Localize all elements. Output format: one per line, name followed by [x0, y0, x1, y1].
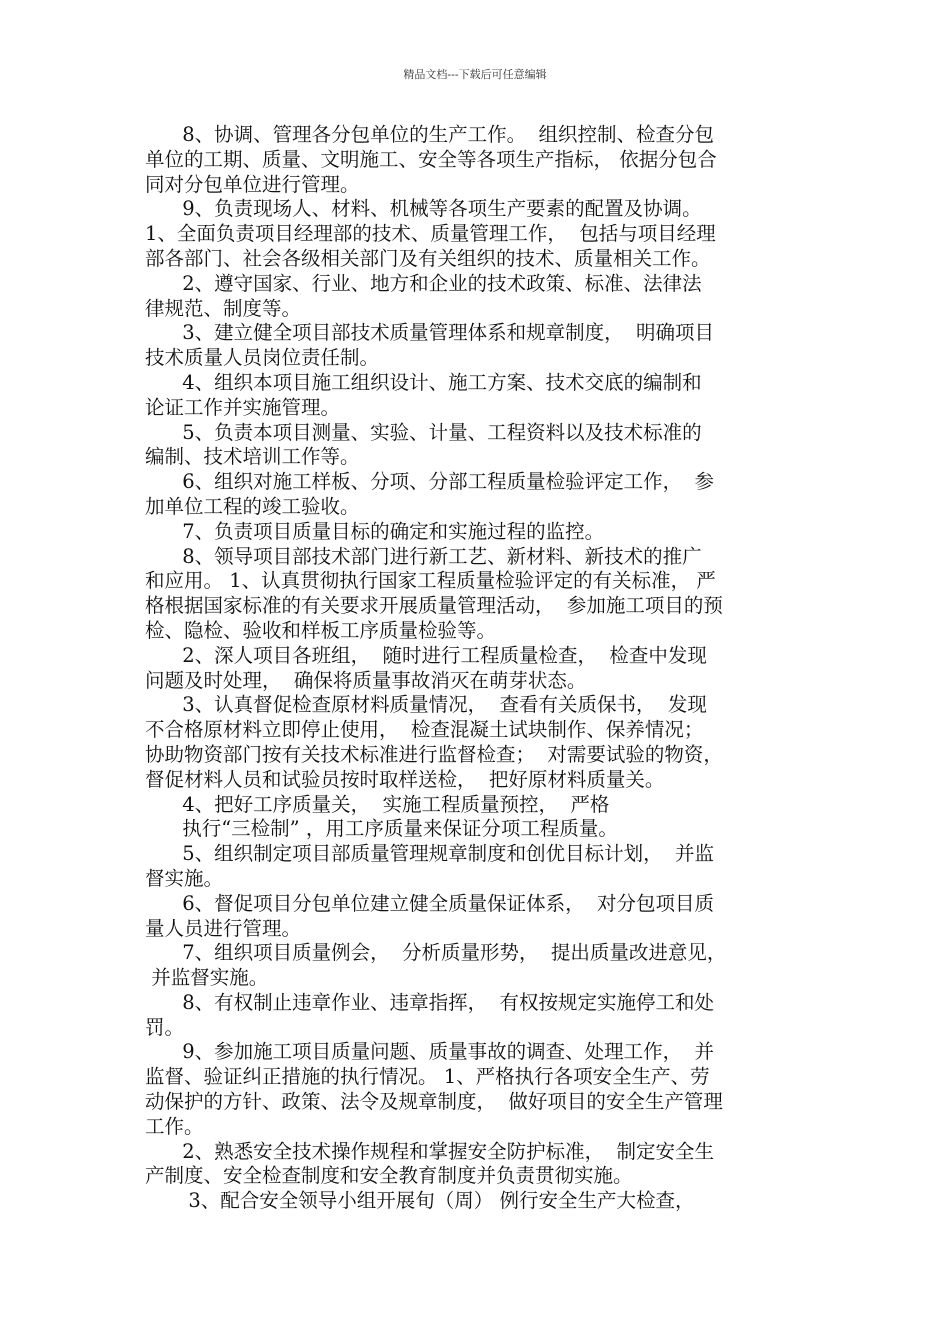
text-line: 编制、技术培训工作等。	[145, 445, 360, 469]
text-line: 督实施。	[145, 866, 224, 890]
text-line: 9、参加施工项目质量问题、质量事故的调查、处理工作， 并	[145, 1040, 714, 1064]
text-line: 3、配合安全领导小组开展旬（周） 例行安全生产大检查，	[145, 1189, 695, 1213]
text-line: 7、组织项目质量例会， 分析质量形势， 提出质量改进意见，	[145, 941, 727, 965]
text-line: 工作。	[145, 1114, 204, 1138]
text-line: 2、深人项目各班组， 随时进行工程质量检查， 检查中发现	[145, 643, 707, 667]
text-line: 6、督促项目分包单位建立健全质量保证体系， 对分包项目质	[145, 891, 714, 915]
text-line: 5、组织制定项目部质量管理规章制度和创优目标计划， 并监	[145, 842, 714, 866]
text-line: 3、建立健全项目部技术质量管理体系和规章制度， 明确项目	[145, 321, 714, 345]
text-line: 8、有权制止违章作业、违章指挥， 有权按规定实施停工和处	[145, 990, 714, 1014]
text-line: 和应用。 1、认真贯彻执行国家工程质量检验评定的有关标准， 严	[145, 569, 716, 593]
text-line: 监督、验证纠正措施的执行情况。 1、严格执行各项安全生产、劳	[145, 1065, 710, 1089]
text-line: 3、认真督促检查原材料质量情况， 查看有关质保书， 发现	[145, 693, 707, 717]
text-line: 4、把好工序质量关， 实施工程质量预控， 严格	[145, 792, 610, 816]
text-line: 不合格原材料立即停止使用， 检查混凝土试块制作、保养情况；	[145, 718, 704, 742]
text-line: 格根据国家标准的有关要求开展质量管理活动， 参加施工项目的预	[145, 594, 723, 618]
text-line: 加单位工程的竣工验收。	[145, 494, 360, 518]
text-line: 单位的工期、质量、文明施工、安全等各项生产指标， 依据分包合	[145, 147, 717, 171]
text-line: 律规范、制度等。	[145, 296, 302, 320]
text-line: 动保护的方针、政策、法令及规章制度， 做好项目的安全生产管理	[145, 1090, 723, 1114]
text-line: 协助物资部门按有关技术标准进行监督检查； 对需要试验的物资，	[145, 742, 723, 766]
text-line: 7、负责项目质量目标的确定和实施过程的监控。	[145, 519, 605, 543]
text-line: 论证工作并实施管理。	[145, 395, 341, 419]
text-line: 8、协调、管理各分包单位的生产工作。 组织控制、检查分包	[145, 123, 714, 146]
text-line: 8、领导项目部技术部门进行新工艺、新材料、新技术的推广	[145, 544, 702, 568]
text-line: 同对分包单位进行管理。	[145, 172, 360, 196]
text-line: 9、负责现场人、材料、机械等各项生产要素的配置及协调。	[145, 197, 702, 221]
text-line: 量人员进行管理。	[145, 916, 302, 940]
text-line: 产制度、安全检查制度和安全教育制度并负责贯彻实施。	[145, 1164, 633, 1188]
text-line: 部各部门、社会各级相关部门及有关组织的技术、质量相关工作。	[145, 246, 711, 270]
text-line: 2、遵守国家、行业、地方和企业的技术政策、标准、法律法	[145, 271, 702, 295]
document-body	[145, 123, 825, 1214]
text-line: 1、全面负责项目经理部的技术、质量管理工作， 包括与项目经理	[145, 222, 716, 246]
page-header: 精品文档---下载后可任意编辑	[403, 68, 547, 81]
text-line: 罚。	[145, 1015, 185, 1039]
text-line: 并监督实施。	[145, 966, 269, 990]
text-line: 问题及时处理， 确保将质量事故消灭在萌芽状态。	[145, 668, 587, 692]
text-line: 6、组织对施工样板、分项、分部工程质量检验评定工作， 参	[145, 470, 714, 494]
text-line: 督促材料人员和试验员按时取样送检， 把好原材料质量关。	[145, 767, 665, 791]
text-line: 5、负责本项目测量、实验、计量、工程资料以及技术标准的	[145, 420, 702, 444]
text-line: 2、熟悉安全技术操作规程和掌握安全防护标准， 制定安全生	[145, 1139, 714, 1163]
text-line: 执行“三检制” ，用工序质量来保证分项工程质量。	[145, 817, 618, 841]
text-line: 技术质量人员岗位责任制。	[145, 346, 380, 370]
text-line: 4、组织本项目施工组织设计、施工方案、技术交底的编制和	[145, 370, 702, 394]
text-line: 检、隐检、验收和样板工序质量检验等。	[145, 618, 497, 642]
